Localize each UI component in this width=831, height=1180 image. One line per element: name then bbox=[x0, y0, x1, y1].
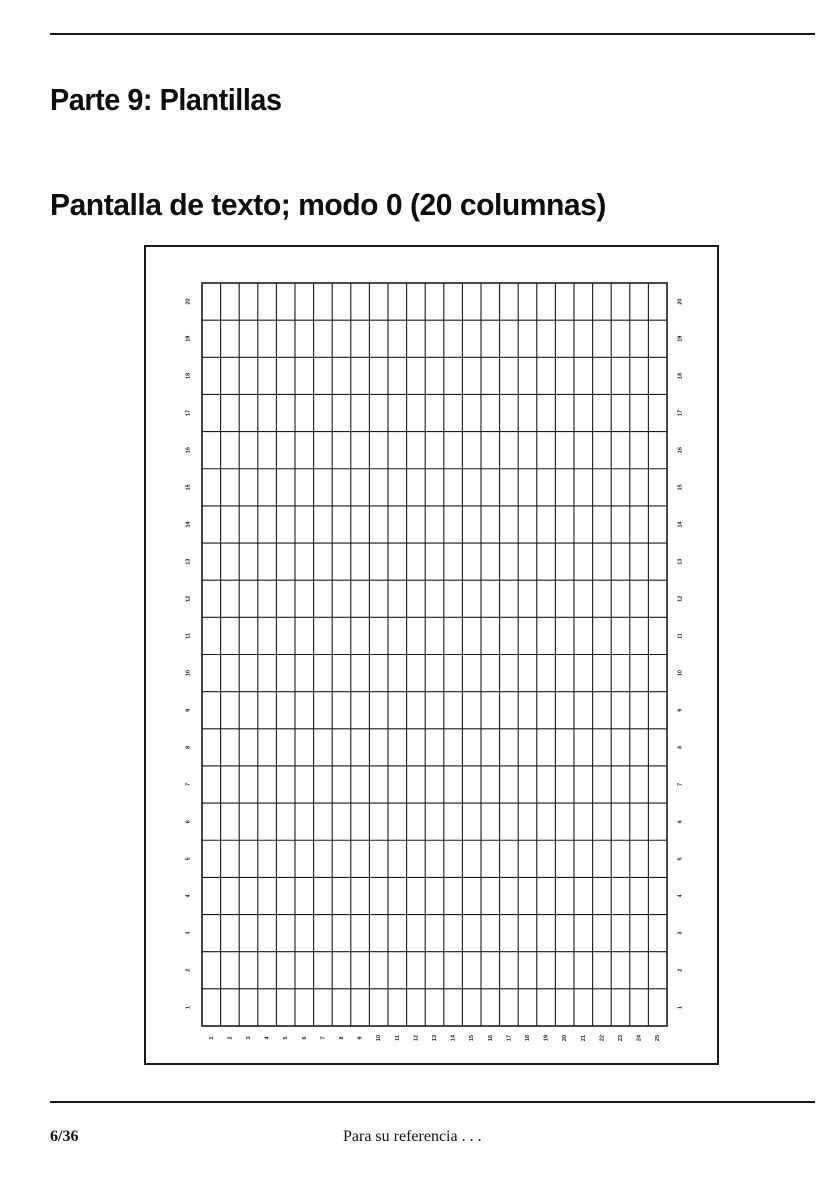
row-label-left: 20 bbox=[185, 298, 192, 305]
row-label-right: 1 bbox=[677, 1005, 684, 1009]
row-label-right: 12 bbox=[677, 595, 684, 602]
row-label-right: 19 bbox=[677, 335, 684, 342]
column-label: 1 bbox=[208, 1036, 215, 1040]
row-label-right: 14 bbox=[677, 521, 684, 528]
column-label: 24 bbox=[636, 1034, 643, 1042]
row-label-left: 18 bbox=[185, 372, 192, 379]
row-label-left: 12 bbox=[185, 595, 192, 602]
row-label-right: 5 bbox=[677, 857, 684, 861]
bottom-rule bbox=[50, 1101, 815, 1103]
row-label-left: 14 bbox=[185, 521, 192, 528]
column-label: 25 bbox=[655, 1034, 662, 1042]
row-label-left: 11 bbox=[185, 633, 192, 639]
column-label: 7 bbox=[320, 1036, 327, 1040]
column-label: 16 bbox=[487, 1034, 494, 1042]
row-label-left: 2 bbox=[185, 968, 192, 972]
page-number: 6/36 bbox=[50, 1128, 79, 1145]
row-label-right: 9 bbox=[677, 708, 684, 712]
row-label-right: 16 bbox=[677, 447, 684, 454]
row-label-left: 9 bbox=[185, 708, 192, 712]
row-label-right: 2 bbox=[677, 968, 684, 972]
column-label: 18 bbox=[524, 1034, 531, 1042]
column-label: 11 bbox=[394, 1035, 401, 1041]
row-label-left: 15 bbox=[185, 484, 192, 491]
row-label-right: 20 bbox=[677, 298, 684, 305]
column-label: 20 bbox=[562, 1034, 569, 1042]
row-label-right: 11 bbox=[677, 633, 684, 639]
row-label-right: 6 bbox=[677, 820, 684, 824]
row-label-right: 15 bbox=[677, 484, 684, 491]
column-label: 3 bbox=[245, 1036, 252, 1040]
column-label: 12 bbox=[413, 1034, 420, 1042]
row-label-left: 16 bbox=[185, 447, 192, 454]
row-label-left: 1 bbox=[185, 1005, 192, 1009]
column-label: 13 bbox=[431, 1034, 438, 1042]
row-label-right: 7 bbox=[677, 782, 684, 787]
column-label: 15 bbox=[469, 1034, 476, 1042]
column-label: 6 bbox=[301, 1036, 308, 1040]
row-label-left: 17 bbox=[185, 409, 192, 417]
row-label-left: 6 bbox=[185, 820, 192, 824]
column-label: 2 bbox=[227, 1036, 234, 1040]
column-label: 9 bbox=[357, 1036, 364, 1040]
column-label: 10 bbox=[376, 1034, 383, 1042]
row-label-left: 5 bbox=[185, 857, 192, 861]
row-label-left: 13 bbox=[185, 558, 192, 565]
row-label-left: 7 bbox=[185, 782, 192, 787]
section-title: Pantalla de texto; modo 0 (20 columnas) bbox=[50, 187, 606, 222]
row-label-right: 13 bbox=[677, 558, 684, 565]
column-label: 5 bbox=[283, 1036, 290, 1040]
column-label: 22 bbox=[599, 1034, 606, 1042]
row-label-right: 4 bbox=[677, 894, 684, 898]
row-label-right: 18 bbox=[677, 372, 684, 379]
column-label: 14 bbox=[450, 1034, 457, 1042]
row-label-left: 3 bbox=[185, 931, 192, 935]
row-label-left: 10 bbox=[185, 670, 192, 677]
column-label: 19 bbox=[543, 1034, 550, 1042]
column-label: 17 bbox=[506, 1034, 513, 1042]
footer-reference: Para su referencia . . . bbox=[343, 1128, 482, 1145]
column-label: 8 bbox=[338, 1036, 345, 1040]
row-label-right: 8 bbox=[677, 745, 684, 749]
row-label-left: 4 bbox=[185, 894, 192, 898]
row-label-right: 10 bbox=[677, 670, 684, 677]
column-label: 21 bbox=[580, 1034, 587, 1042]
row-label-left: 8 bbox=[185, 745, 192, 749]
row-label-left: 19 bbox=[185, 335, 192, 342]
row-label-right: 3 bbox=[677, 931, 684, 935]
column-label: 4 bbox=[264, 1036, 271, 1040]
part-title: Parte 9: Plantillas bbox=[50, 82, 282, 117]
column-label: 23 bbox=[617, 1034, 624, 1042]
row-label-right: 17 bbox=[677, 409, 684, 417]
